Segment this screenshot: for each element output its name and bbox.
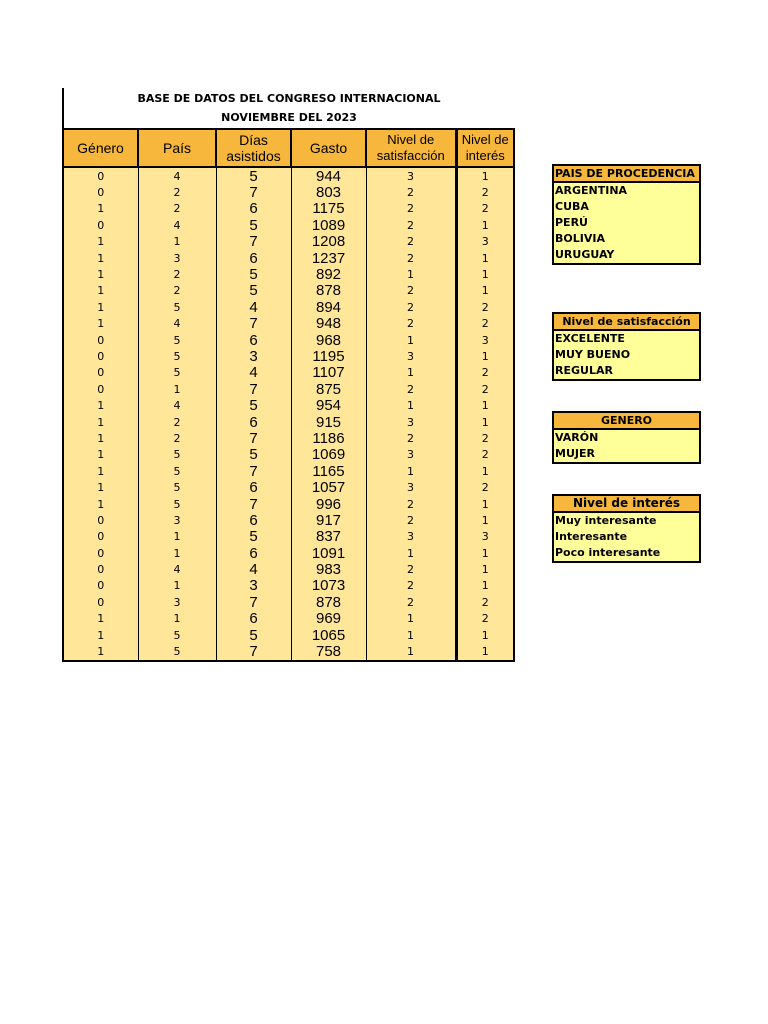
- cell-pais[interactable]: 1: [138, 578, 216, 594]
- cell-interes[interactable]: 1: [456, 512, 514, 528]
- cell-interes[interactable]: 3: [456, 234, 514, 250]
- cell-genero[interactable]: 1: [63, 234, 138, 250]
- table-row: [63, 496, 514, 512]
- cell-dias[interactable]: 7: [216, 496, 291, 512]
- cell-satisfaccion[interactable]: 1: [366, 643, 456, 660]
- cell-gasto[interactable]: 1208: [291, 234, 366, 250]
- cell-interes[interactable]: 1: [456, 266, 514, 282]
- cell-pais[interactable]: 5: [138, 643, 216, 660]
- cell-genero[interactable]: 0: [63, 348, 138, 364]
- cell-dias[interactable]: 5: [216, 266, 291, 282]
- table-row: [63, 561, 514, 577]
- table-row: [63, 512, 514, 528]
- cell-genero[interactable]: 0: [63, 167, 138, 184]
- cell-interes[interactable]: 1: [456, 643, 514, 660]
- cell-genero[interactable]: 1: [63, 627, 138, 643]
- cell-dias[interactable]: 5: [216, 283, 291, 299]
- table-row: [63, 201, 514, 217]
- table-row: [63, 365, 514, 381]
- cell-satisfaccion[interactable]: 2: [366, 283, 456, 299]
- legend-item[interactable]: CUBA: [555, 200, 589, 213]
- cell-interes[interactable]: 1: [456, 561, 514, 577]
- table-row: [63, 545, 514, 561]
- cell-interes[interactable]: 2: [456, 479, 514, 495]
- table-row: [63, 381, 514, 397]
- cell-gasto[interactable]: 878: [291, 594, 366, 610]
- cell-genero[interactable]: 1: [63, 430, 138, 446]
- data-table: [62, 128, 515, 662]
- table-row: [63, 167, 514, 184]
- header-satisfaccion[interactable]: Nivel de satisfacción: [366, 129, 456, 167]
- cell-pais[interactable]: 1: [138, 381, 216, 397]
- legend-item[interactable]: URUGUAY: [555, 248, 615, 261]
- table-row: [63, 643, 514, 660]
- cell-genero[interactable]: 1: [63, 316, 138, 332]
- table-row: [63, 217, 514, 233]
- cell-interes[interactable]: 1: [456, 545, 514, 561]
- cell-satisfaccion[interactable]: 2: [366, 430, 456, 446]
- legend-item[interactable]: BOLIVIA: [555, 232, 605, 245]
- cell-pais[interactable]: 5: [138, 348, 216, 364]
- cell-pais[interactable]: 4: [138, 397, 216, 413]
- cell-genero[interactable]: 1: [63, 250, 138, 266]
- cell-dias[interactable]: 5: [216, 627, 291, 643]
- cell-genero[interactable]: 1: [63, 414, 138, 430]
- cell-dias[interactable]: 6: [216, 479, 291, 495]
- cell-pais[interactable]: 2: [138, 201, 216, 217]
- cell-dias[interactable]: 7: [216, 184, 291, 200]
- cell-gasto[interactable]: 1195: [291, 348, 366, 364]
- cell-satisfaccion[interactable]: 2: [366, 561, 456, 577]
- cell-genero[interactable]: 0: [63, 529, 138, 545]
- legend-item[interactable]: ARGENTINA: [555, 184, 628, 197]
- cell-satisfaccion[interactable]: 3: [366, 414, 456, 430]
- cell-interes[interactable]: 1: [456, 348, 514, 364]
- cell-interes[interactable]: 1: [456, 463, 514, 479]
- cell-pais[interactable]: 5: [138, 463, 216, 479]
- cell-dias[interactable]: 7: [216, 381, 291, 397]
- cell-dias[interactable]: 7: [216, 316, 291, 332]
- cell-pais[interactable]: 5: [138, 479, 216, 495]
- table-row: [63, 414, 514, 430]
- legend-item[interactable]: Poco interesante: [555, 546, 661, 559]
- cell-genero[interactable]: 0: [63, 512, 138, 528]
- sheet-subtitle: NOVIEMBRE DEL 2023: [221, 111, 357, 124]
- cell-satisfaccion[interactable]: 1: [366, 365, 456, 381]
- cell-gasto[interactable]: 875: [291, 381, 366, 397]
- cell-genero[interactable]: 0: [63, 184, 138, 200]
- cell-interes[interactable]: 1: [456, 167, 514, 184]
- cell-interes[interactable]: 1: [456, 283, 514, 299]
- legend-pais: [552, 164, 701, 265]
- cell-satisfaccion[interactable]: 2: [366, 496, 456, 512]
- cell-interes[interactable]: 2: [456, 201, 514, 217]
- cell-genero[interactable]: 0: [63, 545, 138, 561]
- cell-dias[interactable]: 5: [216, 447, 291, 463]
- cell-interes[interactable]: 2: [456, 430, 514, 446]
- cell-interes[interactable]: 1: [456, 578, 514, 594]
- cell-gasto[interactable]: 803: [291, 184, 366, 200]
- cell-pais[interactable]: 4: [138, 561, 216, 577]
- cell-dias[interactable]: 6: [216, 250, 291, 266]
- cell-gasto[interactable]: 917: [291, 512, 366, 528]
- cell-satisfaccion[interactable]: 3: [366, 447, 456, 463]
- cell-dias[interactable]: 6: [216, 545, 291, 561]
- cell-gasto[interactable]: 1069: [291, 447, 366, 463]
- cell-satisfaccion[interactable]: 1: [366, 627, 456, 643]
- cell-interes[interactable]: 2: [456, 184, 514, 200]
- cell-dias[interactable]: 6: [216, 611, 291, 627]
- cell-dias[interactable]: 7: [216, 594, 291, 610]
- table-row: [63, 447, 514, 463]
- legend-item[interactable]: Muy interesante: [555, 514, 657, 527]
- cell-genero[interactable]: 1: [63, 266, 138, 282]
- table-row: [63, 184, 514, 200]
- cell-gasto[interactable]: 1175: [291, 201, 366, 217]
- cell-dias[interactable]: 5: [216, 397, 291, 413]
- cell-pais[interactable]: 2: [138, 184, 216, 200]
- legend-item[interactable]: REGULAR: [555, 364, 613, 377]
- cell-genero[interactable]: 1: [63, 283, 138, 299]
- cell-genero[interactable]: 1: [63, 201, 138, 217]
- cell-pais[interactable]: 5: [138, 447, 216, 463]
- header-interes[interactable]: Nivel de interés: [456, 129, 514, 167]
- cell-genero[interactable]: 1: [63, 397, 138, 413]
- cell-dias[interactable]: 3: [216, 348, 291, 364]
- cell-satisfaccion[interactable]: 3: [366, 348, 456, 364]
- header-genero[interactable]: Género: [63, 129, 138, 167]
- cell-satisfaccion[interactable]: 2: [366, 184, 456, 200]
- cell-gasto[interactable]: 1057: [291, 479, 366, 495]
- cell-dias[interactable]: 5: [216, 529, 291, 545]
- legend-item[interactable]: PERÚ: [555, 216, 588, 229]
- cell-interes[interactable]: 2: [456, 447, 514, 463]
- cell-interes[interactable]: 1: [456, 217, 514, 233]
- table-row: [63, 283, 514, 299]
- header-gasto[interactable]: Gasto: [291, 129, 366, 167]
- cell-genero[interactable]: 1: [63, 643, 138, 660]
- cell-satisfaccion[interactable]: 2: [366, 381, 456, 397]
- header-row: [63, 129, 514, 167]
- table-row: [63, 316, 514, 332]
- cell-dias[interactable]: 5: [216, 217, 291, 233]
- cell-genero[interactable]: 0: [63, 561, 138, 577]
- cell-genero[interactable]: 0: [63, 365, 138, 381]
- cell-dias[interactable]: 4: [216, 561, 291, 577]
- cell-satisfaccion[interactable]: 2: [366, 512, 456, 528]
- cell-genero[interactable]: 0: [63, 332, 138, 348]
- legend-genero-header: GENERO: [554, 413, 699, 430]
- cell-gasto[interactable]: 892: [291, 266, 366, 282]
- table-body: [63, 167, 514, 661]
- table-row: [63, 234, 514, 250]
- cell-interes[interactable]: 3: [456, 332, 514, 348]
- table-row: [63, 578, 514, 594]
- cell-pais[interactable]: 2: [138, 266, 216, 282]
- cell-pais[interactable]: 2: [138, 430, 216, 446]
- cell-pais[interactable]: 1: [138, 545, 216, 561]
- cell-pais[interactable]: 3: [138, 512, 216, 528]
- legend-interes: [552, 494, 701, 563]
- cell-gasto[interactable]: 915: [291, 414, 366, 430]
- cell-genero[interactable]: 1: [63, 611, 138, 627]
- cell-interes[interactable]: 1: [456, 414, 514, 430]
- legend-item[interactable]: MUY BUENO: [555, 348, 631, 361]
- legend-genero: [552, 411, 701, 464]
- table-row: [63, 627, 514, 643]
- table-row: [63, 250, 514, 266]
- table-row: [63, 594, 514, 610]
- sheet-title: BASE DE DATOS DEL CONGRESO INTERNACIONAL: [137, 92, 441, 105]
- cell-dias[interactable]: 5: [216, 167, 291, 184]
- legend-satisfaccion: [552, 312, 701, 381]
- cell-interes[interactable]: 2: [456, 381, 514, 397]
- cell-interes[interactable]: 2: [456, 316, 514, 332]
- cell-pais[interactable]: 5: [138, 365, 216, 381]
- cell-satisfaccion[interactable]: 2: [366, 234, 456, 250]
- cell-satisfaccion[interactable]: 3: [366, 167, 456, 184]
- table-row: [63, 463, 514, 479]
- cell-gasto[interactable]: 1107: [291, 365, 366, 381]
- cell-gasto[interactable]: 996: [291, 496, 366, 512]
- cell-dias[interactable]: 6: [216, 201, 291, 217]
- header-dias[interactable]: Días asistidos: [216, 129, 291, 167]
- cell-satisfaccion[interactable]: 2: [366, 299, 456, 315]
- header-pais[interactable]: País: [138, 129, 216, 167]
- table-row: [63, 611, 514, 627]
- cell-satisfaccion[interactable]: 2: [366, 594, 456, 610]
- table-row: [63, 299, 514, 315]
- cell-satisfaccion[interactable]: 1: [366, 397, 456, 413]
- cell-genero[interactable]: 0: [63, 578, 138, 594]
- cell-gasto[interactable]: 894: [291, 299, 366, 315]
- cell-genero[interactable]: 1: [63, 463, 138, 479]
- table-row: [63, 479, 514, 495]
- cell-pais[interactable]: 3: [138, 250, 216, 266]
- cell-satisfaccion[interactable]: 2: [366, 578, 456, 594]
- cell-dias[interactable]: 6: [216, 332, 291, 348]
- cell-interes[interactable]: 2: [456, 611, 514, 627]
- legend-item[interactable]: Interesante: [555, 530, 628, 543]
- cell-pais[interactable]: 5: [138, 627, 216, 643]
- cell-dias[interactable]: 7: [216, 643, 291, 660]
- cell-genero[interactable]: 0: [63, 594, 138, 610]
- cell-pais[interactable]: 3: [138, 594, 216, 610]
- cell-pais[interactable]: 5: [138, 332, 216, 348]
- cell-genero[interactable]: 1: [63, 479, 138, 495]
- cell-interes[interactable]: 1: [456, 496, 514, 512]
- legend-interes-header: Nivel de interés: [554, 496, 699, 513]
- cell-satisfaccion[interactable]: 2: [366, 201, 456, 217]
- cell-pais[interactable]: 4: [138, 217, 216, 233]
- cell-genero[interactable]: 0: [63, 217, 138, 233]
- cell-pais[interactable]: 5: [138, 299, 216, 315]
- table-row: [63, 430, 514, 446]
- table-row: [63, 529, 514, 545]
- cell-dias[interactable]: 7: [216, 234, 291, 250]
- cell-gasto[interactable]: 944: [291, 167, 366, 184]
- cell-satisfaccion[interactable]: 1: [366, 266, 456, 282]
- cell-satisfaccion[interactable]: 2: [366, 217, 456, 233]
- cell-gasto[interactable]: 1165: [291, 463, 366, 479]
- cell-genero[interactable]: 1: [63, 496, 138, 512]
- table-row: [63, 397, 514, 413]
- cell-satisfaccion[interactable]: 1: [366, 611, 456, 627]
- legend-pais-header: PAIS DE PROCEDENCIA: [554, 166, 699, 183]
- cell-pais[interactable]: 2: [138, 414, 216, 430]
- cell-satisfaccion[interactable]: 3: [366, 479, 456, 495]
- legend-item[interactable]: VARÓN: [555, 431, 599, 444]
- cell-dias[interactable]: 6: [216, 512, 291, 528]
- cell-interes[interactable]: 1: [456, 250, 514, 266]
- table-row: [63, 332, 514, 348]
- cell-gasto[interactable]: 954: [291, 397, 366, 413]
- cell-dias[interactable]: 4: [216, 299, 291, 315]
- cell-interes[interactable]: 2: [456, 594, 514, 610]
- cell-pais[interactable]: 4: [138, 167, 216, 184]
- table-row: [63, 348, 514, 364]
- cell-genero[interactable]: 0: [63, 381, 138, 397]
- cell-gasto[interactable]: 968: [291, 332, 366, 348]
- table-row: [63, 266, 514, 282]
- cell-genero[interactable]: 1: [63, 299, 138, 315]
- cell-pais[interactable]: 4: [138, 316, 216, 332]
- cell-gasto[interactable]: 1073: [291, 578, 366, 594]
- cell-dias[interactable]: 7: [216, 430, 291, 446]
- cell-interes[interactable]: 2: [456, 365, 514, 381]
- cell-dias[interactable]: 3: [216, 578, 291, 594]
- cell-gasto[interactable]: 1089: [291, 217, 366, 233]
- cell-dias[interactable]: 4: [216, 365, 291, 381]
- cell-gasto[interactable]: 1065: [291, 627, 366, 643]
- cell-satisfaccion[interactable]: 1: [366, 332, 456, 348]
- cell-gasto[interactable]: 969: [291, 611, 366, 627]
- cell-interes[interactable]: 1: [456, 397, 514, 413]
- legend-satisfaccion-header: Nivel de satisfacción: [554, 314, 699, 331]
- cell-satisfaccion[interactable]: 1: [366, 545, 456, 561]
- cell-gasto[interactable]: 1237: [291, 250, 366, 266]
- cell-gasto[interactable]: 758: [291, 643, 366, 660]
- cell-satisfaccion[interactable]: 2: [366, 316, 456, 332]
- cell-genero[interactable]: 1: [63, 447, 138, 463]
- cell-gasto[interactable]: 1186: [291, 430, 366, 446]
- cell-satisfaccion[interactable]: 3: [366, 529, 456, 545]
- cell-satisfaccion[interactable]: 1: [366, 463, 456, 479]
- cell-pais[interactable]: 1: [138, 611, 216, 627]
- cell-interes[interactable]: 3: [456, 529, 514, 545]
- cell-gasto[interactable]: 878: [291, 283, 366, 299]
- cell-pais[interactable]: 1: [138, 529, 216, 545]
- cell-gasto[interactable]: 948: [291, 316, 366, 332]
- cell-gasto[interactable]: 1091: [291, 545, 366, 561]
- legend-item[interactable]: EXCELENTE: [555, 332, 625, 345]
- cell-pais[interactable]: 1: [138, 234, 216, 250]
- cell-interes[interactable]: 1: [456, 627, 514, 643]
- cell-interes[interactable]: 2: [456, 299, 514, 315]
- cell-dias[interactable]: 7: [216, 463, 291, 479]
- cell-pais[interactable]: 2: [138, 283, 216, 299]
- cell-gasto[interactable]: 983: [291, 561, 366, 577]
- cell-pais[interactable]: 5: [138, 496, 216, 512]
- cell-satisfaccion[interactable]: 2: [366, 250, 456, 266]
- cell-gasto[interactable]: 837: [291, 529, 366, 545]
- cell-dias[interactable]: 6: [216, 414, 291, 430]
- legend-item[interactable]: MUJER: [555, 447, 595, 460]
